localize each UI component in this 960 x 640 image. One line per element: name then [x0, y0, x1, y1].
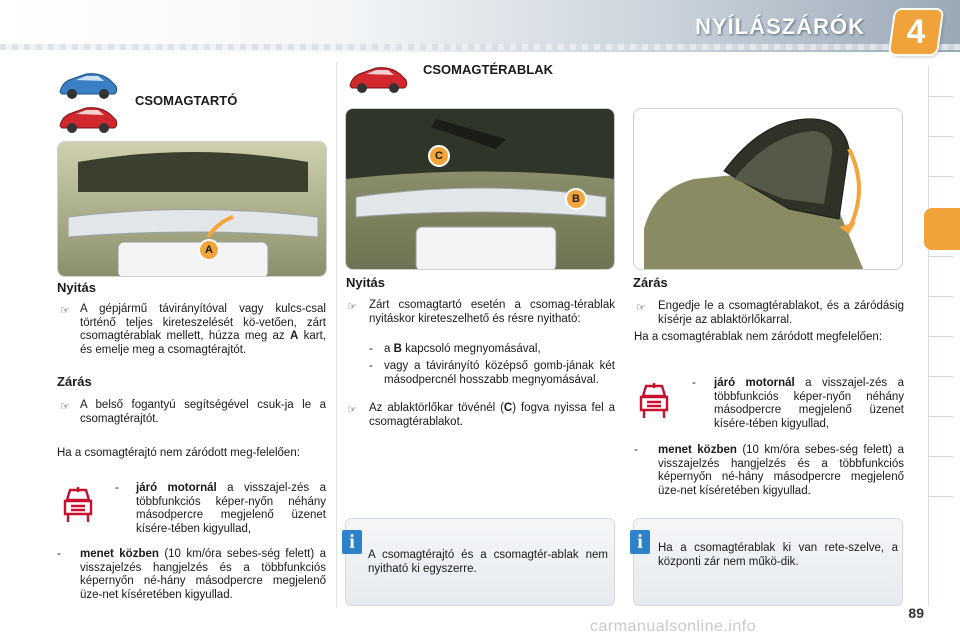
car-blue-icon	[56, 68, 120, 102]
bullet-icon: ☞	[60, 305, 70, 317]
trunk-open-text: A gépjármű távirányítóval vagy kulcs-csal történő teljes kireteszelését kö-vetően, zárt csomagtérablak mellett, húzza meg az A kart, és emelje meg a csomagtérajtót.	[80, 303, 326, 356]
chapter-number: 4	[906, 13, 926, 51]
side-tab-strip	[928, 66, 952, 606]
photo-label-b: B	[565, 188, 587, 210]
photo-label-a: A	[198, 239, 220, 261]
bullet-icon: ☞	[60, 401, 70, 413]
open-window-warning-icon	[634, 380, 674, 424]
section-title-rear-window: CSOMAGTÉRABLAK	[423, 62, 553, 77]
heading-open-window: Nyitás	[346, 275, 386, 290]
dash: -	[115, 482, 119, 494]
trunk-warning-intro: Ha a csomagtérajtó nem záródott meg-felelően:	[57, 447, 300, 459]
heading-close-trunk: Zárás	[57, 374, 92, 389]
side-tab-active[interactable]	[924, 208, 960, 250]
header-stripe	[0, 44, 960, 50]
info-text-right: Ha a csomagtérablak ki van rete-szelve, a központi zár nem műkö-dik.	[658, 542, 898, 568]
car-red-icon	[346, 62, 410, 96]
car-red-icon	[56, 102, 120, 136]
page-number: 89	[908, 605, 924, 621]
dash: -	[692, 377, 696, 389]
trunk-moving-warning: menet közben (10 km/óra sebes-ség felett) a visszajelzés hangjelzés és a többfunkciós képernyőn né-hány másodpercre megjelenő üze-net kíséretében kigyullad.	[80, 548, 326, 601]
window-warning-intro: Ha a csomagtérablak nem záródott megfelelően:	[634, 331, 883, 343]
dash: -	[634, 444, 638, 456]
page-title: NYÍLÁSZÁRÓK	[695, 14, 865, 39]
rear-window-open-photo	[633, 108, 903, 270]
info-icon: i	[342, 530, 362, 554]
section-title-trunk: CSOMAGTARTÓ	[135, 93, 238, 108]
bullet-icon: ☞	[347, 404, 357, 416]
dash: -	[369, 343, 373, 355]
dash: -	[369, 360, 373, 372]
open-door-warning-icon	[58, 484, 98, 528]
photo-label-c: C	[428, 145, 450, 167]
info-icon: i	[630, 530, 650, 554]
rear-window-photo	[345, 108, 615, 270]
bullet-icon: ☞	[636, 302, 646, 314]
window-moving-warning: menet közben (10 km/óra sebes-ség felett) a visszajelzés hangjelzés és a többfunkciós képernyőn né-hány másodpercre megjelenő üze-net kíséretében kigyullad.	[658, 444, 904, 497]
heading-close-window: Zárás	[633, 275, 668, 290]
window-open-text: Zárt csomagtartó esetén a csomag-térablak nyitáskor kireteszelhető és résre nyitható:	[369, 299, 615, 325]
bullet-icon: ☞	[347, 301, 357, 313]
heading-open-trunk: Nyitás	[57, 280, 97, 295]
dash: -	[57, 548, 61, 560]
window-engine-warning: járó motornál a visszajel-zés a többfunkciós képer-nyőn néhány másodpercre megjelenő üzenet kísére-tében kigyullad,	[714, 377, 904, 430]
trunk-close-text: A belső fogantyú segítségével csuk-ja le a csomagtérajtót.	[80, 399, 326, 425]
window-close-text: Engedje le a csomagtérablakot, és a záródásig kísérje az ablaktörlőkarral.	[658, 300, 904, 326]
info-text-middle: A csomagtérajtó és a csomagtér-ablak nem nyitható ki egyszerre.	[368, 549, 608, 575]
trunk-photo	[57, 141, 327, 277]
window-wiper-text: Az ablaktörlőkar tövénél (C) fogva nyissa fel a csomagtérablakot.	[369, 402, 615, 428]
window-open-option-b: a B kapcsoló megnyomásával,	[384, 343, 541, 355]
window-open-option-remote: vagy a távirányító középső gomb-jának két másodpercnél hosszabb megnyomásával.	[384, 360, 615, 386]
trunk-engine-warning: járó motornál a visszajel-zés a többfunkciós képer-nyőn néhány másodpercre megjelenő üzenet kísére-tében kigyullad,	[136, 482, 326, 535]
watermark: carmanualsonline.info	[590, 618, 757, 635]
column-divider	[336, 62, 337, 607]
